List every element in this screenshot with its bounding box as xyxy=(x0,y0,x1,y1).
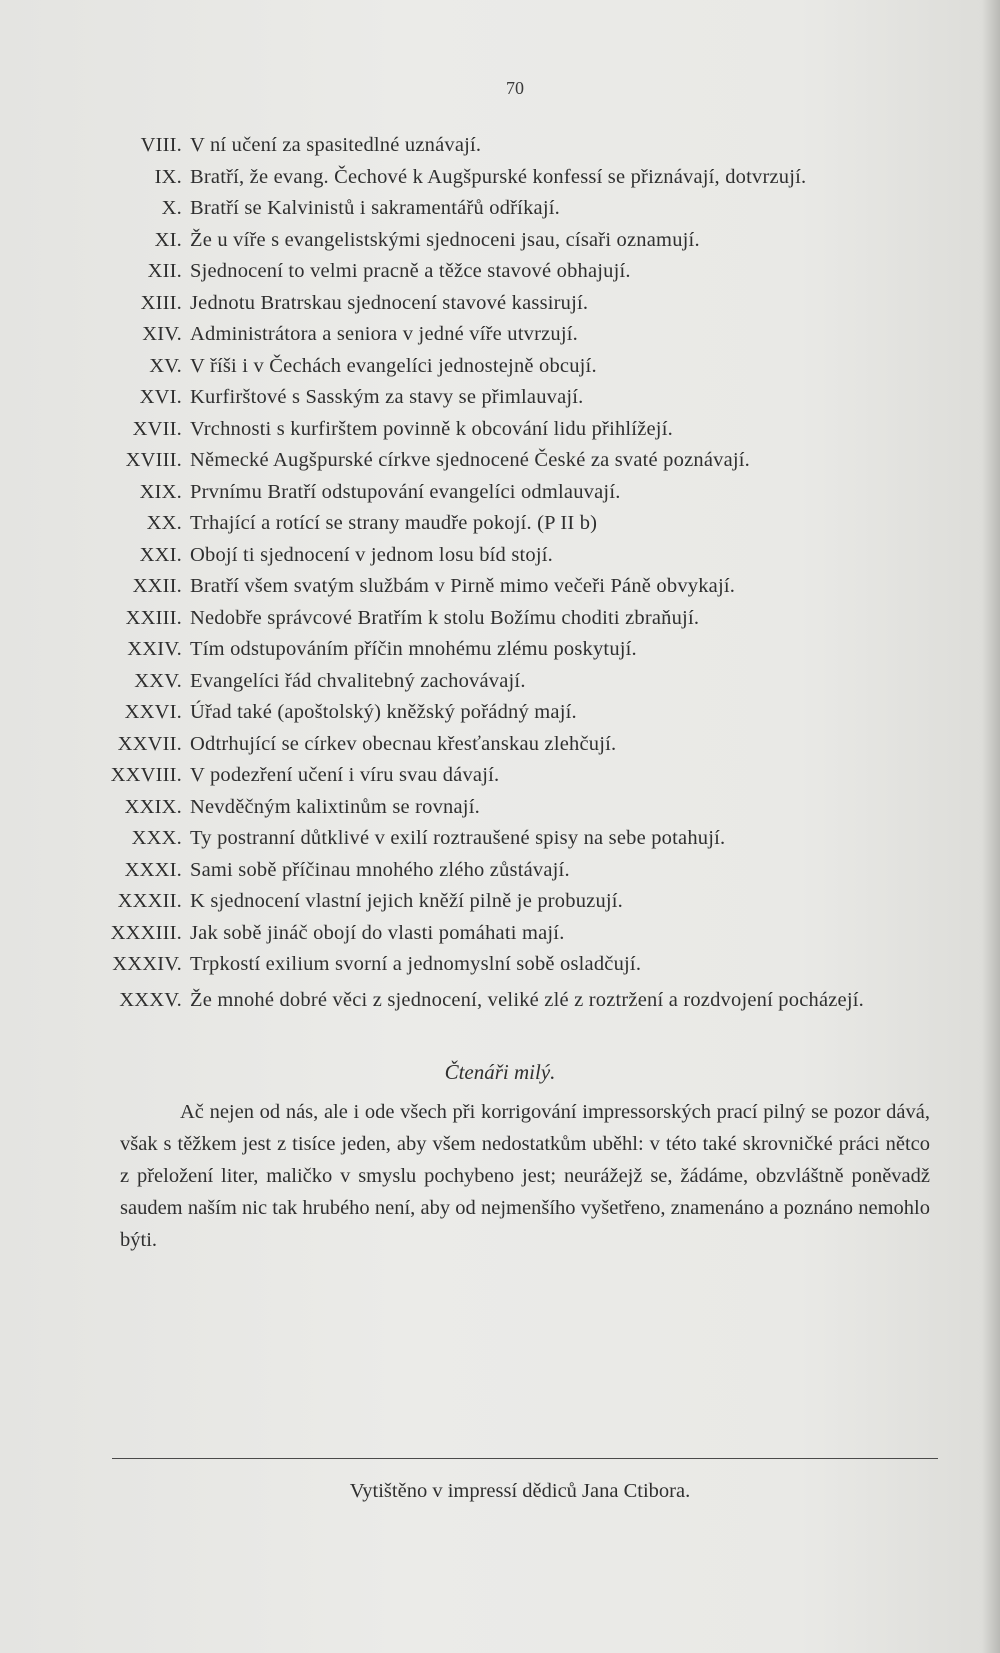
page-edge-shadow xyxy=(982,0,1000,1653)
toc-entry-text: Nevděčným kalixtinům se rovnají. xyxy=(190,795,480,818)
toc-entry-number: X. xyxy=(161,197,182,219)
toc-entry-text: Bratří všem svatým službám v Pirně mimo večeři Páně obvykají. xyxy=(190,575,736,597)
toc-entry xyxy=(80,481,960,513)
toc-entry-number: XXXIII. xyxy=(110,921,182,944)
toc-entry-text: Trpkostí exilium svorní a jednomyslní sobě osladčují. xyxy=(190,953,642,975)
toc-entry-number: XV. xyxy=(149,354,182,377)
toc-entry-number: XX. xyxy=(146,512,182,534)
toc-entry-text: Administrátora a seniora v jedné víře utvrzují. xyxy=(190,323,578,345)
toc-entry-text: Bratří se Kalvinistů i sakramentářů odříkají. xyxy=(190,197,560,219)
toc-entry-text: Sami sobě příčinau mnohého zlého zůstávají. xyxy=(190,858,570,881)
toc-entry xyxy=(80,197,960,229)
page-number: 70 xyxy=(506,78,524,98)
toc-entry xyxy=(80,449,960,481)
toc-entry-number: XIX. xyxy=(139,480,182,503)
toc-entry-text: Jednotu Bratrskau sjednocení stavové kassirují. xyxy=(190,291,589,314)
toc-entry-number: XXXI. xyxy=(124,858,182,881)
toc-entry xyxy=(80,292,960,324)
toc-entry-text: Ty postranní důtklivé v exilí roztraušené spisy na sebe potahují. xyxy=(190,827,726,849)
toc-entry-number: XXVI. xyxy=(124,701,182,723)
toc-entry-number: VIII. xyxy=(140,134,182,156)
toc-entry-text: Úřad také (apoštolský) kněžský pořádný mají. xyxy=(190,701,577,723)
toc-entry-text: Trhající a rotící se strany maudře pokojí. (P II b) xyxy=(190,512,598,534)
toc-entry-number: XXVII. xyxy=(117,732,182,755)
toc-entry xyxy=(80,323,960,355)
toc-entry-text: K sjednocení vlastní jejich kněží pilně je probuzují. xyxy=(190,890,624,912)
toc-entry-number: XXI. xyxy=(139,543,182,566)
toc-entry xyxy=(80,953,960,985)
toc-entry xyxy=(80,859,960,891)
toc-entry-number: XII. xyxy=(147,260,182,282)
toc-entry xyxy=(80,670,960,702)
toc-entry-number: XXX. xyxy=(131,827,182,849)
toc-entry-text: Vrchnosti s kurfirštem povinně k obcování lidu přihlížejí. xyxy=(190,417,673,440)
toc-entry-text: Bratří, že evang. Čechové k Augšpurské konfessí se přiznávají, dotvrzují. xyxy=(190,165,807,188)
toc-entry xyxy=(80,512,960,544)
toc-entry-number: XXXIV. xyxy=(112,953,182,975)
toc-entry xyxy=(80,418,960,450)
toc-entry xyxy=(80,166,960,198)
toc-entry-number: XVI. xyxy=(139,386,182,408)
toc-entry xyxy=(80,229,960,261)
toc-entry xyxy=(80,544,960,576)
toc-entry xyxy=(80,764,960,796)
toc-entry-text: V říši i v Čechách evangelíci jednostejně obcují. xyxy=(190,354,597,377)
toc-entry xyxy=(80,733,960,765)
table-of-contents xyxy=(80,134,960,1016)
toc-entry-number: XXIV. xyxy=(127,638,182,660)
reader-paragraph xyxy=(120,1096,930,1256)
toc-entry-text: V podezření učení i víru svau dávají. xyxy=(190,764,500,786)
toc-entry-number: XIII. xyxy=(140,291,182,314)
toc-entry-number: XXXV. xyxy=(119,988,182,1011)
toc-entry-text: Odtrhující se církev obecnau křesťanskau zlehčují. xyxy=(190,732,617,755)
toc-entry-text: Obojí ti sjednocení v jednom losu bíd stojí. xyxy=(190,543,553,566)
toc-entry-number: IX. xyxy=(154,165,182,188)
toc-entry-number: XXV. xyxy=(134,669,182,692)
toc-entry xyxy=(80,607,960,639)
imprint-line: Vytištěno v impressí dědiců Jana Ctibora. xyxy=(349,1480,691,1502)
toc-entry-text: Kurfirštové s Sasským za stavy se přimlauvají. xyxy=(190,386,584,408)
toc-entry-text: Tím odstupováním příčin mnohému zlému poskytují. xyxy=(190,638,637,660)
toc-entry-text: Evangelíci řád chvalitebný zachovávají. xyxy=(190,669,526,692)
toc-entry-number: XVII. xyxy=(132,417,182,440)
toc-entry-number: XI. xyxy=(154,228,182,251)
toc-entry-text: Nedobře správcové Bratřím k stolu Božímu choditi zbraňují. xyxy=(190,606,700,629)
toc-entry-number: XIV. xyxy=(142,323,182,345)
toc-entry-text: V ní učení za spasitedlné uznávají. xyxy=(190,134,482,156)
toc-entry-text: Německé Augšpurské církve sjednocené České za svaté poznávají. xyxy=(190,449,750,471)
toc-entry xyxy=(80,260,960,292)
toc-entry xyxy=(80,922,960,954)
toc-entry-number: XXIII. xyxy=(125,606,182,629)
toc-entry-number: XXII. xyxy=(132,575,182,597)
toc-entry xyxy=(80,638,960,670)
toc-entry-text: Sjednocení to velmi pracně a těžce stavové obhajují. xyxy=(190,260,631,282)
toc-entry xyxy=(80,985,960,1017)
footer-rule xyxy=(112,1458,938,1459)
toc-entry-text: Že u víře s evangelistskými sjednoceni jsau, císaři oznamují. xyxy=(190,228,700,251)
toc-entry-text: Prvnímu Bratří odstupování evangelíci odmlauvají. xyxy=(190,480,621,503)
toc-entry xyxy=(80,355,960,387)
toc-entry xyxy=(80,796,960,828)
toc-entry-number: XXVIII. xyxy=(110,764,182,786)
reader-paragraph-text: Ač nejen od nás, ale i ode všech při korrigování impressorských prací pilný se pozor dává, však s těžkem jest z tisíce jeden, aby všem nedostatkům uběhl: v této také skrovničké práci nětco z přeložení liter, maličko v smyslu pochybeno jest; neurážejž se, žádáme, obzvláštně poněvadž saudem naším nic tak hrubého není, aby od nejmenšího vyšetřeno, znamenáno a poznáno nemohlo býti. xyxy=(120,1101,930,1251)
toc-entry xyxy=(80,575,960,607)
toc-entry-text: Jak sobě jináč obojí do vlasti pomáhati mají. xyxy=(190,921,565,944)
toc-entry xyxy=(80,134,960,166)
toc-entry xyxy=(80,701,960,733)
toc-entry-number: XXIX. xyxy=(124,795,182,818)
toc-entry-number: XXXII. xyxy=(117,890,182,912)
toc-entry xyxy=(80,386,960,418)
toc-entry xyxy=(80,890,960,922)
toc-entry-text: Že mnohé dobré věci z sjednocení, veliké zlé z roztržení a rozdvojení pocházejí. xyxy=(190,988,864,1011)
reader-heading: Čtenáři milý. xyxy=(444,1060,556,1084)
toc-entry xyxy=(80,827,960,859)
toc-entry-number: XVIII. xyxy=(125,449,182,471)
